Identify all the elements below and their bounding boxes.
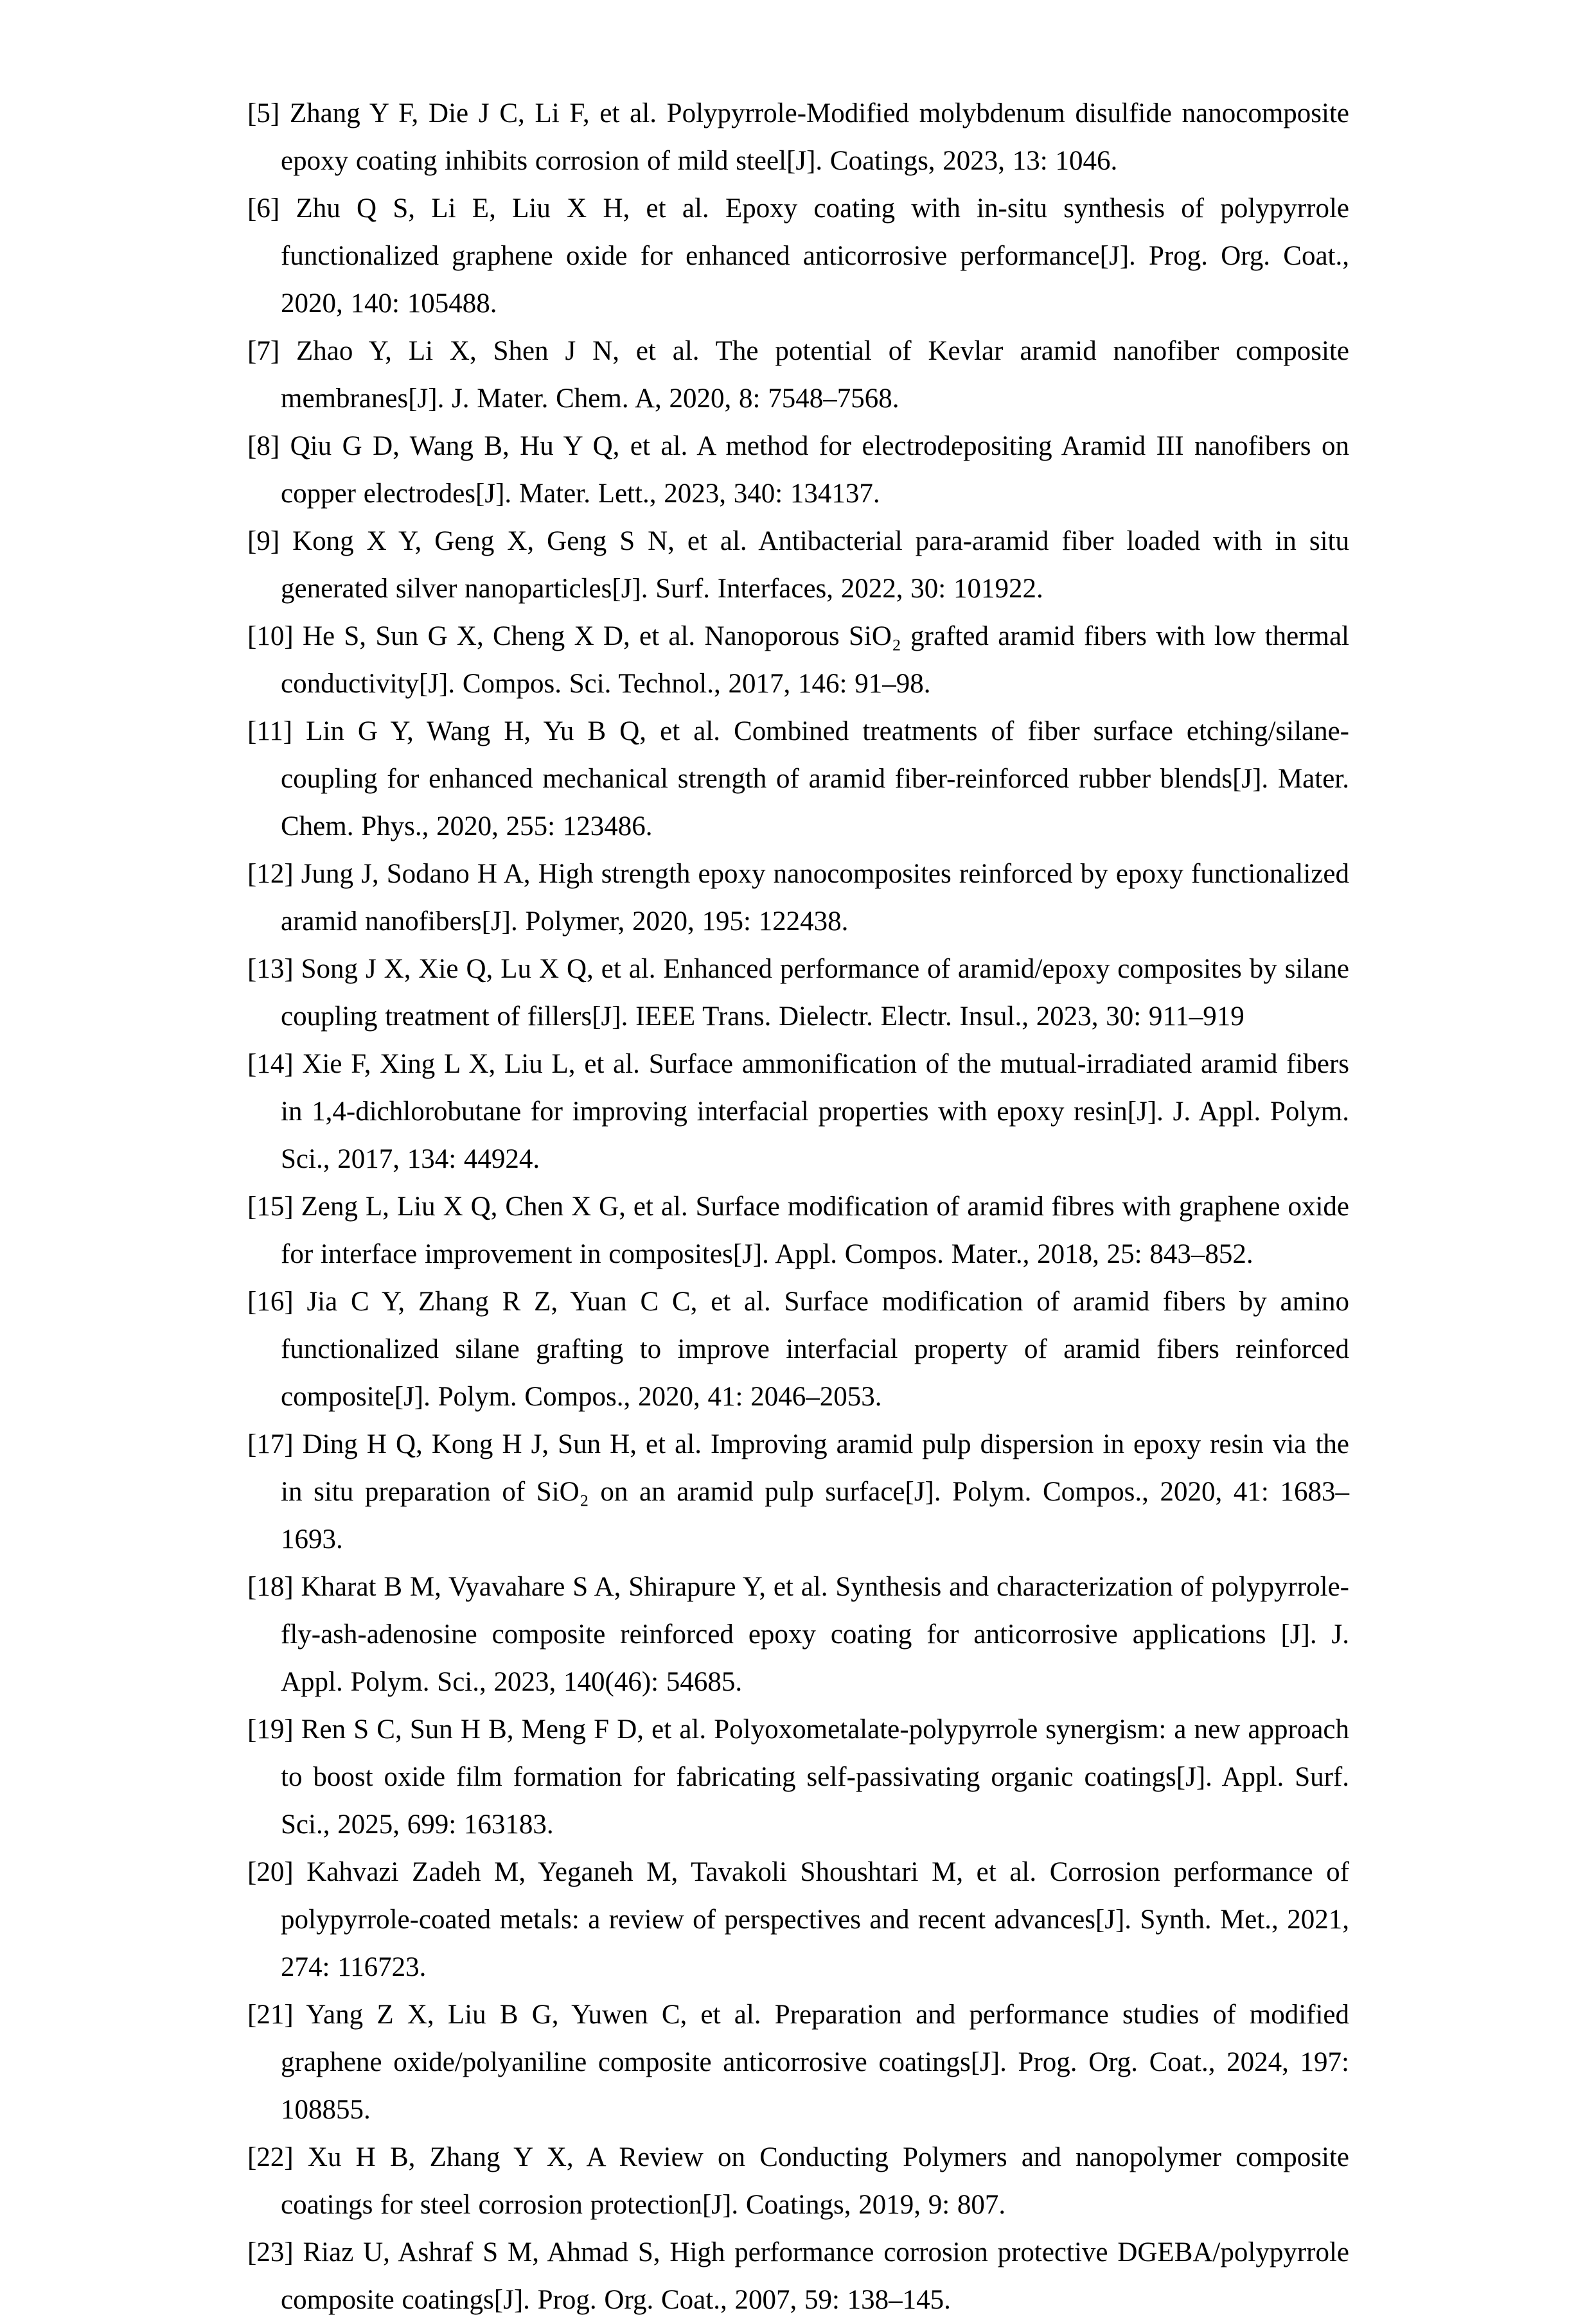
reference-item	[247, 328, 1349, 423]
reference-label: [12]	[247, 859, 294, 889]
reference-text: Riaz U, Ashraf S M, Ahmad S, High performance corrosion protective DGEBA/polypyrrole composite coatings[J]. Prog. Org. Coat., 2007, 59: 138–145.	[281, 2237, 1349, 2315]
reference-text: Zhao Y, Li X, Shen J N, et al. The potential of Kevlar aramid nanofiber composite membranes[J]. J. Mater. Chem. A, 2020, 8: 7548–7568.	[281, 336, 1349, 414]
reference-label: [17]	[247, 1429, 294, 1459]
reference-label: [23]	[247, 2237, 294, 2267]
reference-label: [18]	[247, 1572, 294, 1602]
reference-text: Ren S C, Sun H B, Meng F D, et al. Polyoxometalate-polypyrrole synergism: a new approach to boost oxide film formation for fabricating self-passivating organic coatings[J]. Appl. Surf. Sci., 2025, 699: 163183.	[281, 1714, 1350, 1840]
reference-label: [5]	[247, 98, 280, 128]
reference-item	[247, 2134, 1349, 2229]
reference-item	[247, 1991, 1349, 2134]
reference-item	[247, 423, 1349, 518]
reference-text: Jung J, Sodano H A, High strength epoxy nanocomposites reinforced by epoxy functionalized aramid nanofibers[J]. Polymer, 2020, 195: 122438.	[281, 859, 1349, 937]
reference-item	[247, 1421, 1349, 1563]
reference-label: [14]	[247, 1049, 294, 1079]
reference-item	[247, 1183, 1349, 1278]
reference-text: Kharat B M, Vyavahare S A, Shirapure Y, et al. Synthesis and characterization of polypyrrole-fly-ash-adenosine composite reinforced epoxy coating for anticorrosive applications [J]. J. Appl. Polym. Sci., 2023, 140(46): 54685.	[281, 1572, 1349, 1697]
reference-label: [22]	[247, 2142, 294, 2172]
reference-text: Kong X Y, Geng X, Geng S N, et al. Antibacterial para-aramid fiber loaded with in situ generated silver nanoparticles[J]. Surf. Interfaces, 2022, 30: 101922.	[281, 526, 1349, 604]
reference-item	[247, 518, 1349, 613]
reference-label: [19]	[247, 1714, 294, 1745]
reference-text: Zeng L, Liu X Q, Chen X G, et al. Surface modification of aramid fibres with graphene oxide for interface improvement in composites[J]. Appl. Compos. Mater., 2018, 25: 843–852.	[281, 1192, 1350, 1269]
reference-label: [11]	[247, 716, 293, 746]
reference-text: Lin G Y, Wang H, Yu B Q, et al. Combined treatments of fiber surface etching/silane-coupling for enhanced mechanical strength of aramid fiber-reinforced rubber blends[J]. Mater. Chem. Phys., 2020, 255: 123486.	[281, 716, 1350, 841]
reference-text: Xu H B, Zhang Y X, A Review on Conducting Polymers and nanopolymer composite coatings for steel corrosion protection[J]. Coatings, 2019, 9: 807.	[281, 2142, 1350, 2220]
reference-label: [8]	[247, 431, 280, 461]
references-list	[247, 90, 1349, 2324]
reference-text: Ding H Q, Kong H J, Sun H, et al. Improving aramid pulp dispersion in epoxy resin via the in situ preparation of SiO₂ on an aramid pulp surface[J]. Polym. Compos., 2020, 41: 1683–1693.	[281, 1429, 1350, 1554]
reference-item	[247, 90, 1349, 185]
reference-label: [20]	[247, 1857, 294, 1887]
reference-item	[247, 1278, 1349, 1421]
reference-item	[247, 1041, 1349, 1183]
reference-label: [7]	[247, 336, 280, 366]
reference-item	[247, 613, 1349, 708]
reference-label: [21]	[247, 2000, 294, 2030]
reference-text: He S, Sun G X, Cheng X D, et al. Nanoporous SiO₂ grafted aramid fibers with low thermal conductivity[J]. Compos. Sci. Technol., 2017, 146: 91–98.	[281, 621, 1350, 699]
reference-item	[247, 185, 1349, 328]
reference-item	[247, 1563, 1349, 1706]
reference-label: [6]	[247, 193, 280, 224]
reference-text: Xie F, Xing L X, Liu L, et al. Surface ammonification of the mutual-irradiated aramid fibers in 1,4-dichlorobutane for improving interfacial properties with epoxy resin[J]. J. Appl. Polym. Sci., 2017, 134: 44924.	[281, 1049, 1350, 1174]
reference-item	[247, 708, 1349, 850]
reference-text: Yang Z X, Liu B G, Yuwen C, et al. Preparation and performance studies of modified graphene oxide/polyaniline composite anticorrosive coatings[J]. Prog. Org. Coat., 2024, 197: 108855.	[281, 2000, 1349, 2125]
reference-label: [9]	[247, 526, 280, 556]
reference-item	[247, 850, 1349, 946]
reference-text: Qiu G D, Wang B, Hu Y Q, et al. A method for electrodepositing Aramid III nanofibers on copper electrodes[J]. Mater. Lett., 2023, 340: 134137.	[281, 431, 1349, 509]
reference-text: Kahvazi Zadeh M, Yeganeh M, Tavakoli Shoushtari M, et al. Corrosion performance of polypyrrole-coated metals: a review of perspectives and recent advances[J]. Synth. Met., 2021, 274: 116723.	[281, 1857, 1349, 1982]
reference-text: Song J X, Xie Q, Lu X Q, et al. Enhanced performance of aramid/epoxy composites by silane coupling treatment of fillers[J]. IEEE Trans. Dielectr. Electr. Insul., 2023, 30: 911–919	[281, 954, 1350, 1032]
reference-label: [10]	[247, 621, 294, 651]
reference-item	[247, 1706, 1349, 1849]
reference-text: Zhang Y F, Die J C, Li F, et al. Polypyrrole-Modified molybdenum disulfide nanocomposite epoxy coating inhibits corrosion of mild steel[J]. Coatings, 2023, 13: 1046.	[281, 98, 1350, 176]
reference-text: Jia C Y, Zhang R Z, Yuan C C, et al. Surface modification of aramid fibers by amino functionalized silane grafting to improve interfacial property of aramid fibers reinforced composite[J]. Polym. Compos., 2020, 41: 2046–2053.	[281, 1287, 1350, 1412]
reference-label: [13]	[247, 954, 294, 984]
reference-label: [15]	[247, 1192, 294, 1222]
reference-item	[247, 1849, 1349, 1991]
reference-item	[247, 946, 1349, 1041]
reference-text: Zhu Q S, Li E, Liu X H, et al. Epoxy coating with in-situ synthesis of polypyrrole functionalized graphene oxide for enhanced anticorrosive performance[J]. Prog. Org. Coat., 2020, 140: 105488.	[281, 193, 1349, 319]
reference-item	[247, 2229, 1349, 2324]
reference-label: [16]	[247, 1287, 294, 1317]
